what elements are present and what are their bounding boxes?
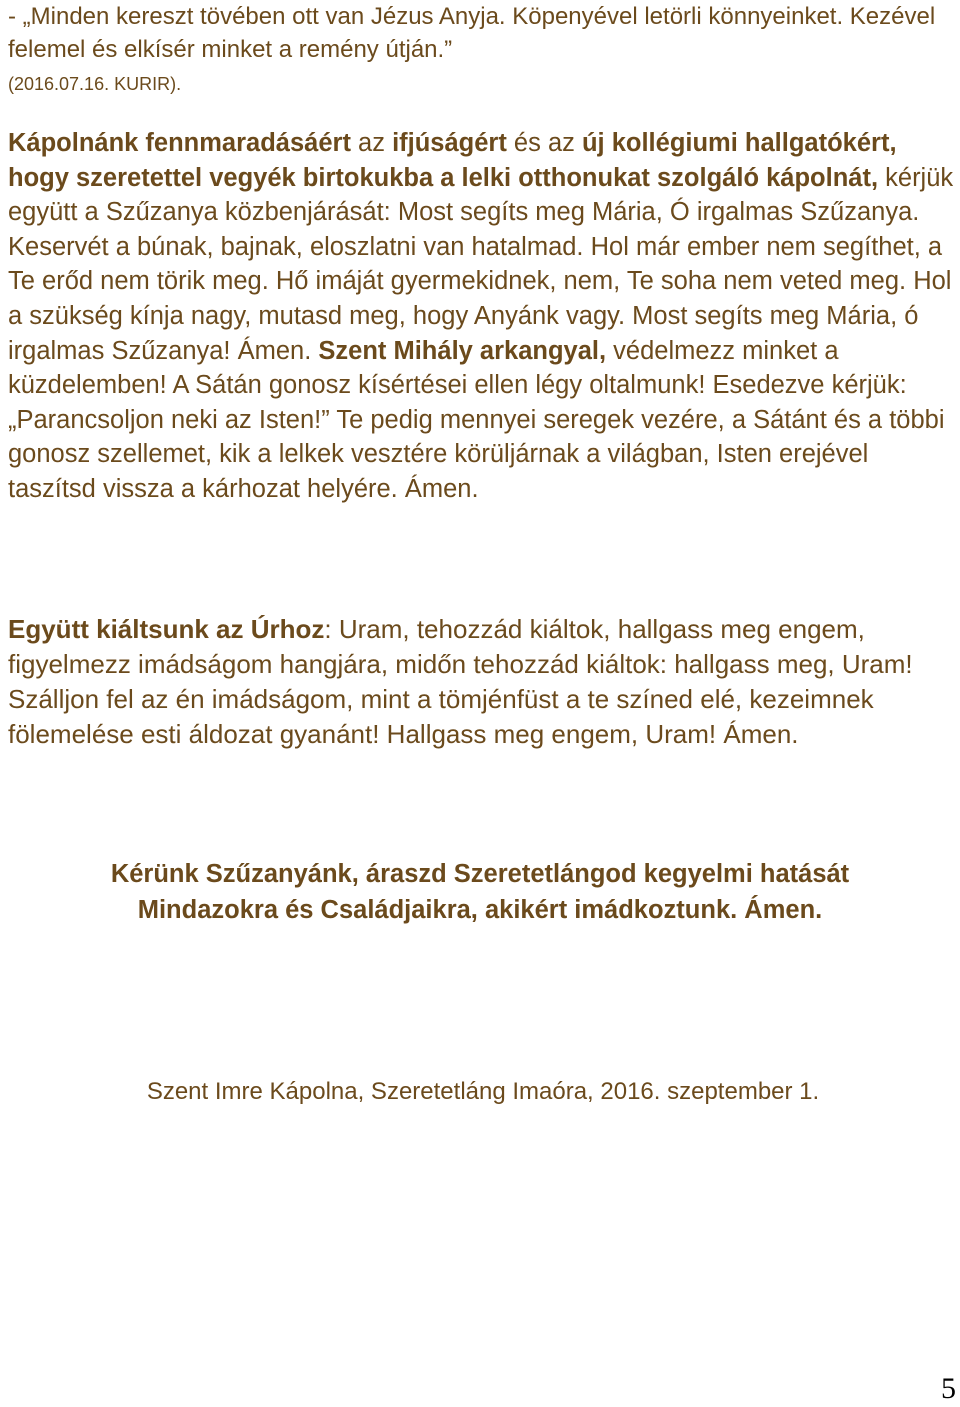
main-prayer-text-1: az bbox=[350, 129, 393, 157]
intention-students: új kollégiumi hallgatókért, hogy szeretettel vegyék birtokukba a lelki otthonukat szolgáló kápolnát, bbox=[8, 129, 897, 192]
urhoz-prayer-paragraph bbox=[8, 612, 958, 752]
main-prayer-text-4: védelmezz minket a küzdelemben! A Sátán gonosz kísértései ellen légy oltalmunk! Esedezve kérjük: „Parancsoljon neki az Isten!” Te pedig mennyei seregek vezére, a Sátánt és a többi gonosz szellemet, kik a lelkek vesztére körüljárnak a világban, Isten erejével taszítsd vissza a kárhozat helyére. Ámen. bbox=[8, 336, 945, 503]
quote-source: (2016.07.16. KURIR). bbox=[8, 74, 182, 94]
saint-michael-heading: Szent Mihály arkangyal, bbox=[318, 336, 607, 365]
main-prayer-paragraph bbox=[8, 126, 958, 507]
urhoz-heading: Együtt kiáltsunk az Úrhoz bbox=[8, 614, 325, 644]
closing-prayer bbox=[0, 856, 960, 928]
intention-youth: ifjúságért bbox=[392, 129, 507, 157]
main-prayer-text-3: kérjük együtt a Szűzanya közbenjárását: Most segíts meg Mária, Ó irgalmas Szűzanya. Keservét a búnak, bajnak, eloszlatni van hatalmad. Hol már ember nem segíthet, a Te erőd nem törik meg. Hő imáját gyermekidnek, nem, Te soha nem veted meg. Hol a szükség kínja nagy, mutasd meg, hogy Anyánk vagy. Most segíts meg Mária, ó irgalmas Szűzanya! Ámen. bbox=[8, 163, 954, 365]
urhoz-text: : Uram, tehozzád kiáltok, hallgass meg engem, figyelmezz imádságom hangjára, midőn tehozzád kiáltok: hallgass meg, Uram! Szálljon fel az én imádságom, mint a tömjénfüst a te színed elé, kezeimnek fölemelése esti áldozat gyanánt! Hallgass meg engem, Uram! Ámen. bbox=[8, 614, 913, 749]
main-prayer-text-2: és az bbox=[506, 129, 582, 157]
quote-paragraph bbox=[8, 0, 958, 99]
closing-line-2: Mindazokra és Családjaikra, akikért imádkoztunk. Ámen. bbox=[137, 896, 823, 924]
page-number: 5 bbox=[941, 1372, 956, 1405]
footer-note: Szent Imre Kápolna, Szeretetláng Imaóra, 2016. szeptember 1. bbox=[146, 1078, 820, 1105]
intention-chapel: Kápolnánk fennmaradásáért bbox=[8, 129, 351, 157]
quote-text: - „Minden kereszt tövében ott van Jézus Anyja. Köpenyével letörli könnyeinket. Kezével felemel és elkísér minket a remény útján.” bbox=[8, 3, 936, 63]
closing-line-1: Kérünk Szűzanyánk, áraszd Szeretetlángod kegyelmi hatását bbox=[110, 860, 850, 888]
